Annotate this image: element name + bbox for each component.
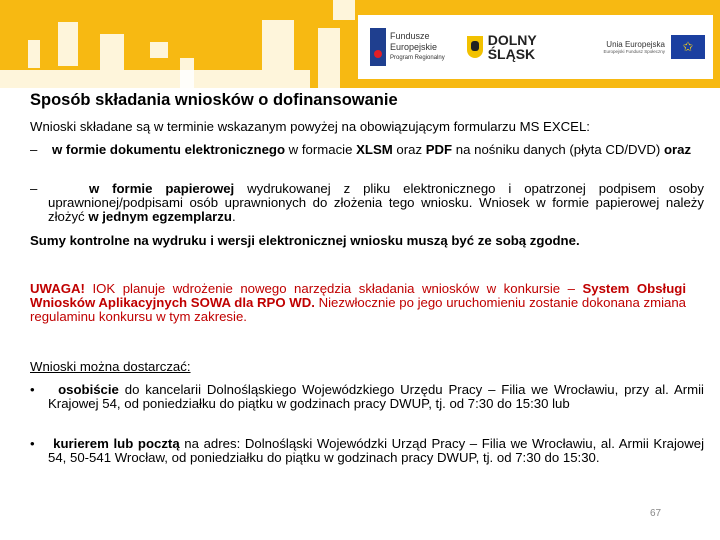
eu-flag-icon: ✩ [671,35,705,59]
text-segment: na adres: Dolnośląski Wojewódzki Urząd Pracy – Filia we Wrocławiu, al. Armii Krajowej 54, 50-541 Wrocław, od poniedziałku do piątku w godzinach pracy DWUP, tj. od 7:30 do 15:30. [48,436,704,465]
text-segment: oraz [663,142,692,157]
text-segment: osobiście [58,382,119,397]
delivery-item-in-person: • osobiście do kancelarii Dolnośląskiego Wojewódzkiego Urzędu Pracy – Filia we Wrocławiu, przy al. Armii Krajowej 54, od poniedziałku do piątku w godzinach pracy DWUP, tj. od 7:30 do 15:30 lub [30,382,704,411]
logo-text: Unia Europejska [606,40,665,49]
list-item-electronic: – w formie dokumentu elektronicznego w formacie XLSM oraz PDF na nośniku danych (płyta CD/DVD) oraz [30,142,692,157]
text-segment: UWAGA! [30,281,85,296]
decor-block [58,22,78,66]
dolny-slask-logo [467,33,537,61]
checksum-note: Sumy kontrolne na wydruku i wersji elektronicznej wniosku muszą być ze sobą zgodne. [30,233,580,248]
coat-of-arms-icon [467,36,483,58]
text-segment: w formie dokumentu elektronicznego [52,142,286,157]
text-segment: Niezwłocznie po jego uruchomieniu zostanie dokonana zmiana regulaminu konkursu w tym zakresie. [30,295,686,324]
logo-text: DOLNY [487,32,537,48]
decor-block [150,42,168,58]
text-segment: kurierem lub pocztą [53,436,180,451]
text-segment: do kancelarii Dolnośląskiego Wojewódzkiego Urzędu Pracy – Filia we Wrocławiu, przy al. Armii Krajowej 54, od poniedziałku do piątku w godzinach pracy DWUP, tj. od 7:30 do 15:30 lub [48,382,704,411]
text-segment: XLSM [356,142,393,157]
text-segment: w formie papierowej [88,181,235,196]
intro-text: Wnioski składane są w terminie wskazanym powyżej na obowiązującym formularzu MS EXCEL: [30,119,590,134]
warning-note [30,282,686,324]
logo-text: Fundusze [390,30,430,41]
logo-text: Europejski Fundusz Społeczny [603,49,665,54]
decor-block [100,34,124,70]
decor-block [0,70,310,88]
decor-block [333,0,355,20]
logo-text: ŚLĄSK [487,46,536,62]
text-segment: . [231,209,236,224]
delivery-item-courier: • kurierem lub pocztą na adres: Dolnośląski Wojewódzki Urząd Pracy – Filia we Wrocławiu, al. Armii Krajowej 54, 50-541 Wrocław, od poniedziałku do piątku w godzinach pracy DWUP, tj. od 7:30 do 15:30. [30,436,704,465]
logo-text: Program Regionalny [390,54,445,61]
fe-flag-icon [370,28,386,66]
slide-title: Sposób składania wniosków o dofinansowanie [30,91,398,109]
list-item-paper: – w formie papierowej wydrukowanej z pliku elektronicznego i opatrzonej podpisem osoby uprawnionej/podpisami osób uprawnionych do złożenia tego wniosku. Wniosek w formie papierowej należy złożyć w jednym egzemplarzu. [30,181,704,224]
text-segment: IOK planuje wdrożenie nowego narzędzia składania wniosków w konkursie – [84,281,583,296]
delivery-heading: Wnioski można dostarczać: [30,359,191,374]
logo-text: Europejskie [390,41,438,52]
text-segment: na nośniku danych (płyta CD/DVD) [452,142,664,157]
eu-logo [603,35,705,59]
text-segment: w formacie [285,142,357,157]
fundusze-europejskie-logo [370,28,445,66]
decor-block [318,28,340,88]
decor-block [262,20,294,70]
text-segment: oraz [392,142,426,157]
text-segment: System Obsługi Wniosków Aplikacyjnych SOWA dla RPO WD. [30,281,686,310]
text-segment: wydrukowanej z pliku elektronicznego i opatrzonej podpisem osoby uprawnionej/podpisami osób uprawnionych do złożenia tego wniosku. Wniosek w formie papierowej należy złożyć [48,181,704,224]
page-number: 67 [650,508,662,519]
decor-block [28,40,40,68]
text-segment: w jednym egzemplarzu [88,209,232,224]
text-segment: PDF [425,142,453,157]
logo-strip [358,15,713,79]
